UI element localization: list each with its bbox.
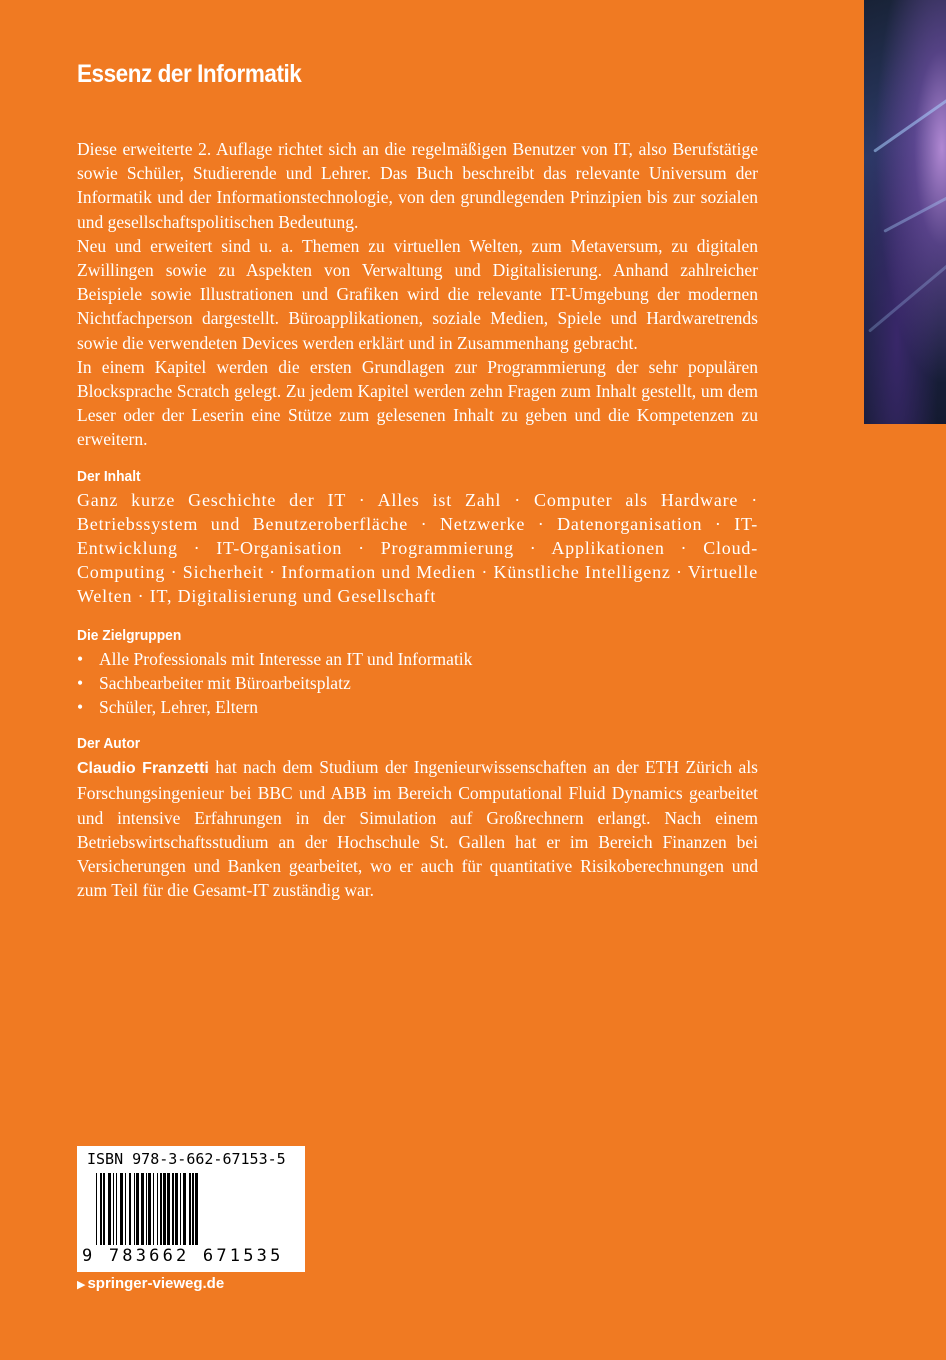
author-heading: Der Autor [77,735,141,753]
audience-heading: Die Zielgruppen [77,626,182,644]
publisher-link[interactable] [77,1275,224,1292]
barcode [77,1146,305,1272]
publisher-url: springer-vieweg.de [87,1275,225,1292]
back-cover-text [77,137,758,902]
bullet-icon: • [77,648,84,669]
barcode-bars [94,1173,289,1245]
list-item: • Schüler, Lehrer, Eltern [77,695,758,719]
audience-list [77,647,758,720]
list-item: • Alle Professionals mit Interesse an IT und Informatik [77,647,758,671]
contents-heading: Der Inhalt [77,467,141,485]
author-name: Claudio Franzetti [77,760,209,778]
intro-paragraph: Neu und erweitert sind u. a. Themen zu virtuellen Welten, zum Metaversum, zu digitalen Zwillingen sowie zu Aspekten von Verwaltung und Digitalisierung. Anhand zahlreicher Beispiele sowie Illustrationen und Grafiken wird die relevante IT-Umgebung der modernen Nichtfachperson dargestellt. Büroapplikationen, soziale Medien, Spiele und Hardwaretrends sowie die verwendeten Devices werden erklärt und in Zusammenhang gebracht. [77,235,758,353]
arrow-icon: ▶ [77,1279,86,1291]
intro-paragraph: In einem Kapitel werden die ersten Grundlagen zur Programmierung der sehr populären Blocksprache Scratch gelegt. Zu jedem Kapitel werden zehn Fragen zum Inhalt gestellt, um dem Leser oder der Leserin eine Stütze zum gelesenen Inhalt zu geben und die Kompetenzen zu erweitern. [77,356,758,450]
ean-digits: 9 783662 671535 [82,1246,284,1266]
list-item: • Sachbearbeiter mit Büroarbeitsplatz [77,671,758,695]
author-bio: Claudio Franzetti hat nach dem Studium der Ingenieurwissenschaften an der ETH Zürich als Forschungsingenieur bei BBC und ABB im Bereich Computational Fluid Dynamics gearbeitet und intensive Erfahrungen in der Simulation auf Großrechnern erlangt. Nach einem Betriebswirtschaftsstudium an der Hochschule St. Gallen hat er im Bereich Finanzen bei Versicherungen und Banken gearbeitet, wo er auch für quantitative Risikoberechnungen und zum Teil für die Gesamt-IT zuständig war. [77,757,758,901]
isbn-label: ISBN 978-3-662-67153-5 [87,1150,286,1168]
intro-paragraph: Diese erweiterte 2. Auflage richtet sich an die regelmäßigen Benutzer von IT, also Berufstätige sowie Schüler, Studierende und Lehrer. Das Buch beschreibt das relevante Universum der Informatik und der Informationstechnologie, von den grundlegenden Prinzipien bis zur sozialen und gesellschaftspolitischen Bedeutung. [77,139,758,232]
bullet-icon: • [77,697,84,718]
bullet-icon: • [77,672,84,693]
book-title: Essenz der Informatik [77,60,302,88]
contents-text: Ganz kurze Geschichte der IT · Alles ist Zahl · Computer als Hardware · Betriebssystem und Benutzeroberfläche · Netzwerke · Datenorganisation · IT-Entwicklung · IT-Organisation · Programmierung · Applikationen · Cloud-Computing · Sicherheit · Information und Medien · Künstliche Intelligenz · Virtuelle Welten · IT, Digitalisierung und Gesellschaft [77,489,758,607]
cover-art-strip [864,0,946,424]
